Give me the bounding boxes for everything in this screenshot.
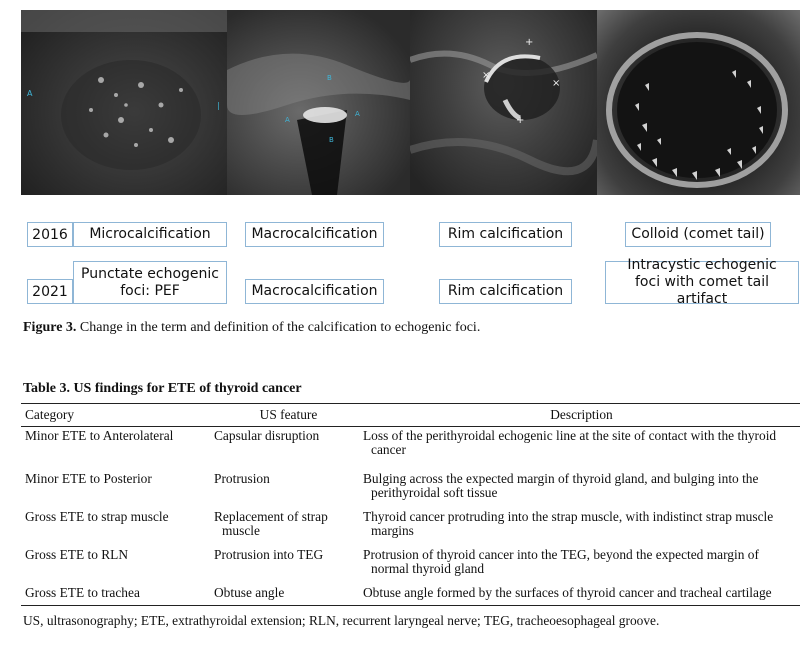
ultrasound-panel-microcalcification	[21, 10, 227, 195]
ultrasound-panel-colloid	[597, 10, 800, 195]
table-title: Table 3. US findings for ETE of thyroid cancer	[23, 381, 302, 396]
cell-description: Protrusion of thyroid cancer into the TEG, beyond the expected margin of normal thyroid gland	[363, 546, 759, 576]
cell-us-feature: Capsular disruption	[214, 428, 320, 443]
label-microcalcification: Microcalcification	[73, 222, 227, 247]
marker-a-left: A	[285, 116, 290, 124]
us-findings-table	[21, 403, 800, 606]
label-colloid-comet-tail: Colloid (comet tail)	[625, 222, 771, 247]
marker-b-top: B	[327, 74, 332, 82]
cell-us-feature: Replacement of strap muscle	[214, 508, 328, 538]
label-rim-calcification-2016: Rim calcification	[439, 222, 572, 247]
cell-description: Bulging across the expected margin of thyroid gland, and bulging into the perithyroidal soft tissue	[363, 470, 759, 500]
year-2021: 2021	[27, 279, 73, 304]
caliper-left: ×	[482, 70, 491, 81]
cell-us-feature: Obtuse angle	[214, 584, 363, 606]
cell-description: Loss of the perithyroidal echogenic line at the site of contact with the thyroid cancer	[363, 428, 777, 458]
year-2016: 2016	[27, 222, 73, 247]
marker-b-bottom: B	[329, 136, 334, 144]
caliper-top: +	[525, 37, 534, 48]
label-macrocalcification-2016: Macrocalcification	[245, 222, 384, 247]
table-header-row	[21, 404, 800, 427]
figure-caption-text: Change in the term and definition of the calcification to echogenic foci.	[76, 320, 481, 335]
header-us-feature: US feature	[214, 404, 363, 427]
table-row	[21, 470, 800, 508]
cell-us-feature: Protrusion	[214, 470, 270, 486]
cell-category: Gross ETE to trachea	[21, 584, 214, 606]
marker-a: A	[27, 89, 33, 98]
table-row	[21, 508, 800, 546]
cell-description: Thyroid cancer protruding into the strap muscle, with indistinct strap muscle margins	[363, 508, 774, 538]
table-footnote: US, ultrasonography; ETE, extrathyroidal extension; RLN, recurrent laryngeal nerve; TEG, tracheoesophageal groove.	[23, 613, 660, 628]
table-row	[21, 546, 800, 584]
cell-category: Gross ETE to strap muscle	[25, 508, 169, 524]
ultrasound-texture-3	[410, 10, 597, 195]
cell-us-feature: Protrusion into TEG	[214, 546, 324, 562]
caliper-bottom: +	[516, 115, 525, 126]
header-category: Category	[21, 404, 214, 427]
ultrasound-texture-2	[227, 10, 410, 195]
header-description: Description	[363, 404, 800, 427]
cell-description: Obtuse angle formed by the surfaces of thyroid cancer and tracheal cartilage	[363, 584, 800, 606]
ultrasound-panel-rim-calcification	[410, 10, 597, 195]
caliper-right: ×	[552, 78, 561, 89]
ultrasound-texture-1	[21, 10, 227, 195]
cell-category: Gross ETE to RLN	[25, 546, 129, 562]
cell-category: Minor ETE to Anterolateral	[25, 428, 174, 443]
ultrasound-texture-4	[597, 10, 800, 195]
table-row	[21, 584, 800, 606]
label-punctate-echogenic-foci: Punctate echogenic foci: PEF	[73, 261, 227, 304]
figure-caption	[23, 320, 480, 336]
ultrasound-panel-macrocalcification	[227, 10, 410, 195]
label-macrocalcification-2021: Macrocalcification	[245, 279, 384, 304]
label-rim-calcification-2021: Rim calcification	[439, 279, 572, 304]
marker-bar: |	[217, 101, 220, 110]
table-row	[21, 427, 800, 470]
label-intracystic-echogenic-foci: Intracystic echogenic foci with comet tail artifact	[605, 261, 799, 304]
marker-a-right: A	[355, 110, 360, 118]
cell-category: Minor ETE to Posterior	[25, 470, 152, 486]
figure-caption-label: Figure 3.	[23, 320, 77, 335]
